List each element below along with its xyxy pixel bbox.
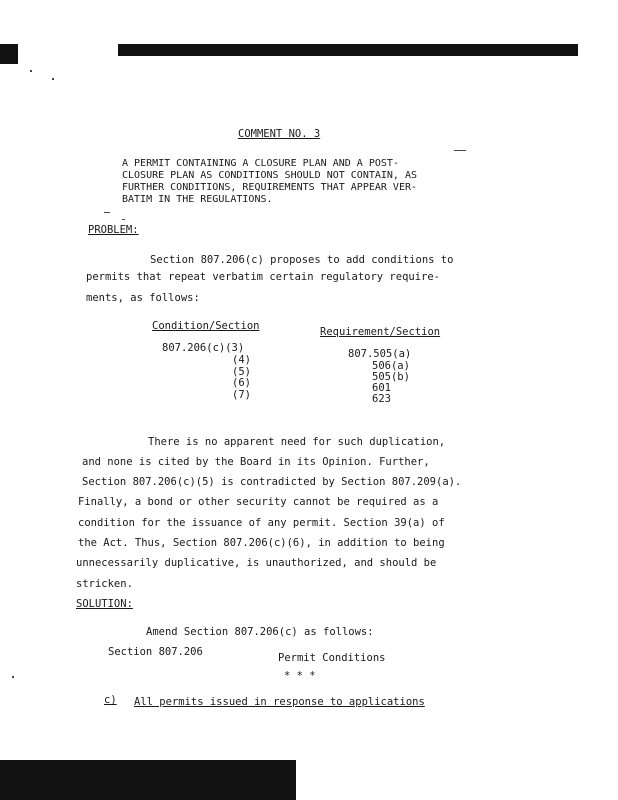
comment-heading [122,158,462,206]
requirement-value: 505(b) [372,371,410,383]
scan-speck [454,150,466,151]
problem-intro-line: ments, as follows: [86,292,200,304]
comment-title: COMMENT NO. 3 [238,128,321,140]
scan-speck [12,676,14,678]
problem-intro-line: permits that repeat verbatim certain regulatory require- [86,271,441,283]
problem-body-line: the Act. Thus, Section 807.206(c)(6), in addition to being [78,537,445,549]
condition-value: (5) [232,366,251,378]
heading-line: A PERMIT CONTAINING A CLOSURE PLAN AND A POST- [122,158,399,169]
clause-label: c) [104,694,117,706]
scan-speck [104,212,110,213]
requirement-value: 601 [372,382,391,394]
solution-label: SOLUTION: [76,598,133,610]
scan-speck [122,219,125,220]
condition-value: (7) [232,389,251,401]
problem-body-line: unnecessarily duplicative, is unauthorized, and should be [76,557,437,569]
scan-speck [30,70,32,72]
requirement-value: 506(a) [372,360,410,372]
problem-body-line: condition for the issuance of any permit. Section 39(a) of [78,517,445,529]
scan-border-top [118,44,578,56]
table-header-condition: Condition/Section [152,320,260,332]
requirement-value: 807.505(a) [348,348,412,360]
problem-body-line: There is no apparent need for such duplication, [148,436,446,448]
heading-line: CLOSURE PLAN AS CONDITIONS SHOULD NOT CONTAIN, AS [122,170,418,181]
heading-line: BATIM IN THE REGULATIONS. [122,194,273,205]
problem-body-line: Finally, a bond or other security cannot be required as a [78,496,439,508]
requirement-value: 623 [372,393,391,405]
scan-border-left [0,44,18,64]
section-reference: Section 807.206 [108,646,203,658]
scan-border-bottom [0,760,296,800]
table-header-requirement: Requirement/Section [320,326,441,338]
problem-intro-line: Section 807.206(c) proposes to add conditions to [150,254,454,266]
problem-label: PROBLEM: [88,224,139,236]
section-stars: * * * [284,670,316,682]
heading-line: FURTHER CONDITIONS, REQUIREMENTS THAT APPEAR VER- [122,182,418,193]
clause-text: All permits issued in response to applications [134,696,425,708]
problem-body-line: Section 807.206(c)(5) is contradicted by Section 807.209(a). [82,476,462,488]
scan-speck [52,78,54,80]
condition-value: 807.206(c)(3) [162,342,245,354]
section-title: Permit Conditions [278,652,386,664]
condition-value: (4) [232,354,251,366]
condition-value: (6) [232,377,251,389]
problem-body-line: and none is cited by the Board in its Opinion. Further, [82,456,430,468]
solution-intro: Amend Section 807.206(c) as follows: [146,626,374,638]
problem-body-line: stricken. [76,578,133,590]
